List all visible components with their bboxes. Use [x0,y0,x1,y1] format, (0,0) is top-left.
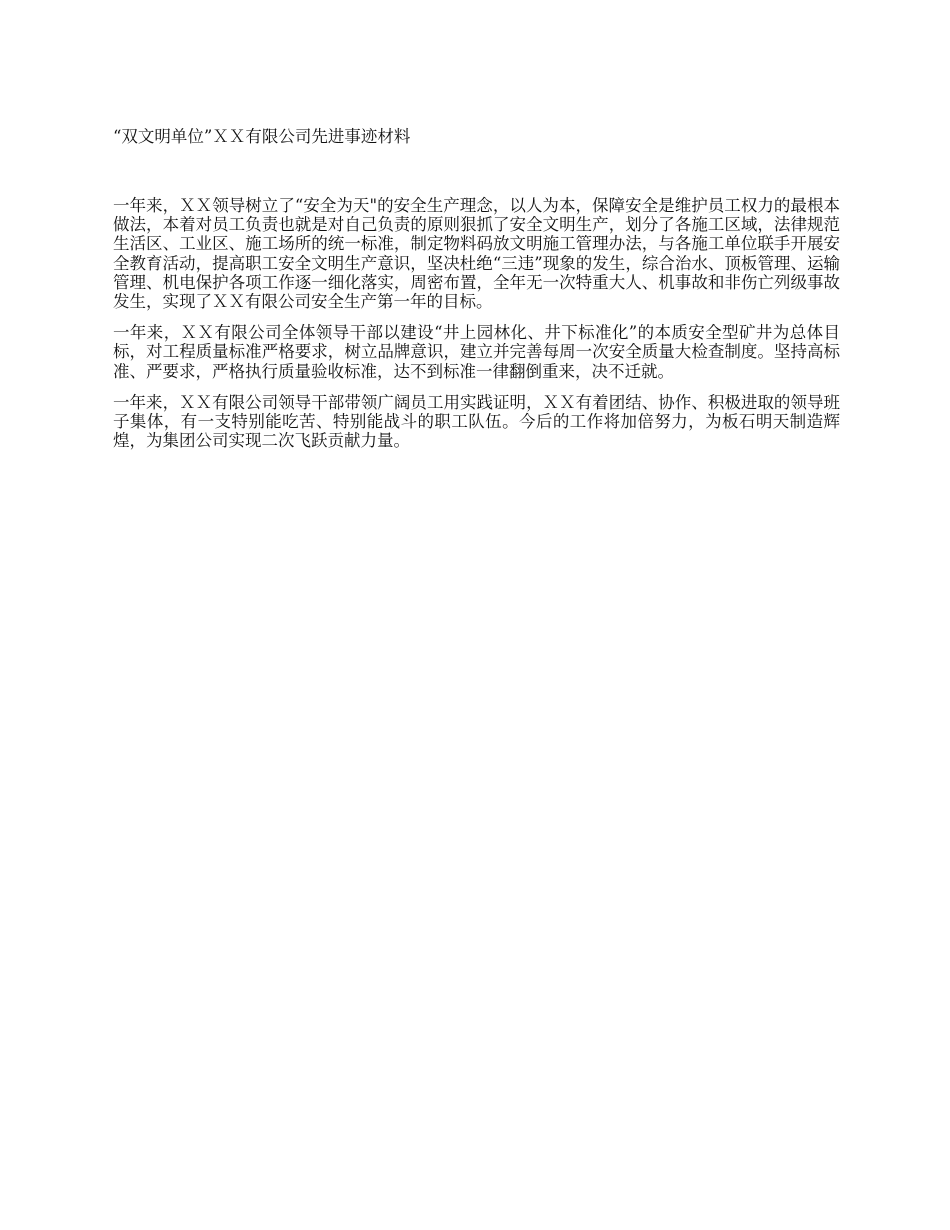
document-title: “双文明单位”ＸＸ有限公司先进事迹材料 [113,127,411,146]
paragraph-team: 一年来，ＸＸ有限公司领导干部带领广阔员工用实践证明，ＸＸ有着团结、协作、积极进取的领导班子集体，有一支特别能吃苦、特别能战斗的职工队伍。今后的工作将加倍努力，为板石明天制造辉煌，为集团公司实现二次飞跃贡献力量。 [113,392,840,451]
document-body [113,124,840,462]
paragraph-quality: 一年来，ＸＸ有限公司全体领导干部以建设“井上园林化、井下标准化”的本质安全型矿井为总体目标，对工程质量标准严格要求，树立品牌意识，建立并完善每周一次安全质量大检查制度。坚持高标准、严要求，严格执行质量验收标准，达不到标准一律翻倒重来，决不迁就。 [113,323,840,381]
paragraph-safety: 一年来，ＸＸ领导树立了“安全为天"的安全生产理念，以人为本，保障安全是维护员工权力的最根本做法，本着对员工负责也就是对自己负责的原则狠抓了安全文明生产，划分了各施工区域，法律规范生活区、工业区、施工场所的统一标准，制定物料码放文明施工管理办法，与各施工单位联手开展安全教育活动，提高职工安全文明生产意识，坚决杜绝“三违”现象的发生，综合治水、顶板管理、运输管理、机电保护各项工作逐一细化落实，周密布置，全年无一次特重大人、机事故和非伤亡列级事故发生，实现了ＸＸ有限公司安全生产第一年的目标。 [113,196,840,312]
